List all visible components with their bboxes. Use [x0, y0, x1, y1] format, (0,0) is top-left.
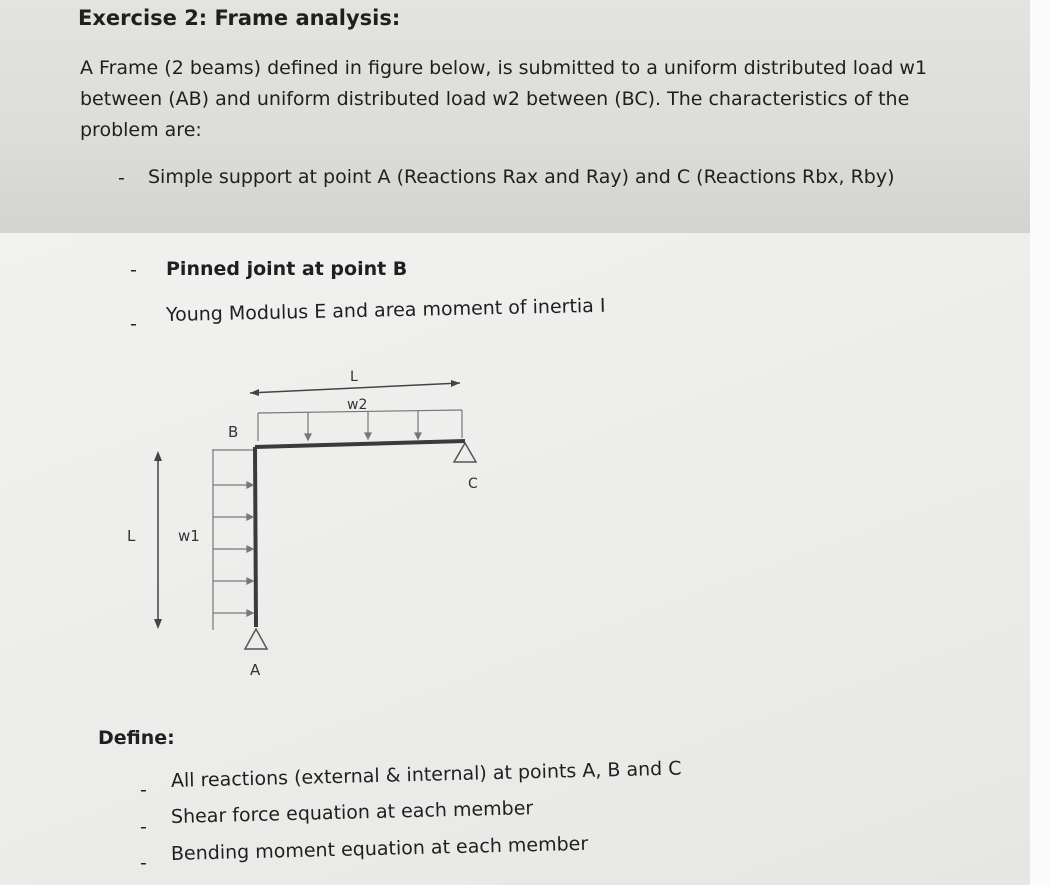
length-label-top: L [350, 369, 358, 385]
support-a [245, 629, 267, 649]
characteristic-item: Pinned joint at point B [166, 258, 408, 280]
length-label-left: L [127, 527, 136, 545]
bullet-dash: - [130, 259, 137, 281]
beam-bc [255, 441, 465, 447]
bullet-dash: - [118, 167, 125, 189]
define-item: Bending moment equation at each member [170, 832, 589, 865]
point-b-label: B [228, 423, 239, 441]
length-dimension-left [154, 451, 162, 629]
characteristic-item: Simple support at point A (Reactions Rax and Ray) and C (Reactions Rbx, Rby) [148, 166, 895, 188]
exercise-title: Exercise 2: Frame analysis: [78, 6, 401, 30]
intro-line-1: A Frame (2 beams) defined in figure below, is submitted to a uniform distributed load w1 [80, 57, 928, 79]
define-heading: Define: [98, 727, 175, 749]
distributed-load-w2 [258, 410, 462, 441]
point-a-label: A [250, 661, 261, 679]
bullet-dash: - [140, 852, 147, 874]
bullet-dash: - [140, 779, 147, 801]
frame-diagram [110, 355, 510, 685]
intro-line-3: problem are: [80, 119, 202, 141]
define-item: Shear force equation at each member [170, 797, 534, 828]
bullet-dash: - [130, 313, 137, 335]
intro-line-2: between (AB) and uniform distributed load w2 between (BC). The characteristics of the [80, 88, 910, 110]
bullet-dash: - [140, 816, 147, 838]
support-c [454, 443, 476, 462]
distributed-load-w1 [213, 449, 253, 630]
page-margin [1030, 0, 1050, 885]
point-c-label: C [468, 476, 478, 492]
w1-label: w1 [178, 527, 200, 545]
beam-ab [255, 447, 256, 627]
define-item: All reactions (external & internal) at points A, B and C [170, 757, 682, 792]
characteristic-item: Young Modulus E and area moment of inertia I [165, 294, 606, 326]
w2-label: w2 [347, 397, 368, 413]
upper-photo-region [0, 0, 1030, 233]
